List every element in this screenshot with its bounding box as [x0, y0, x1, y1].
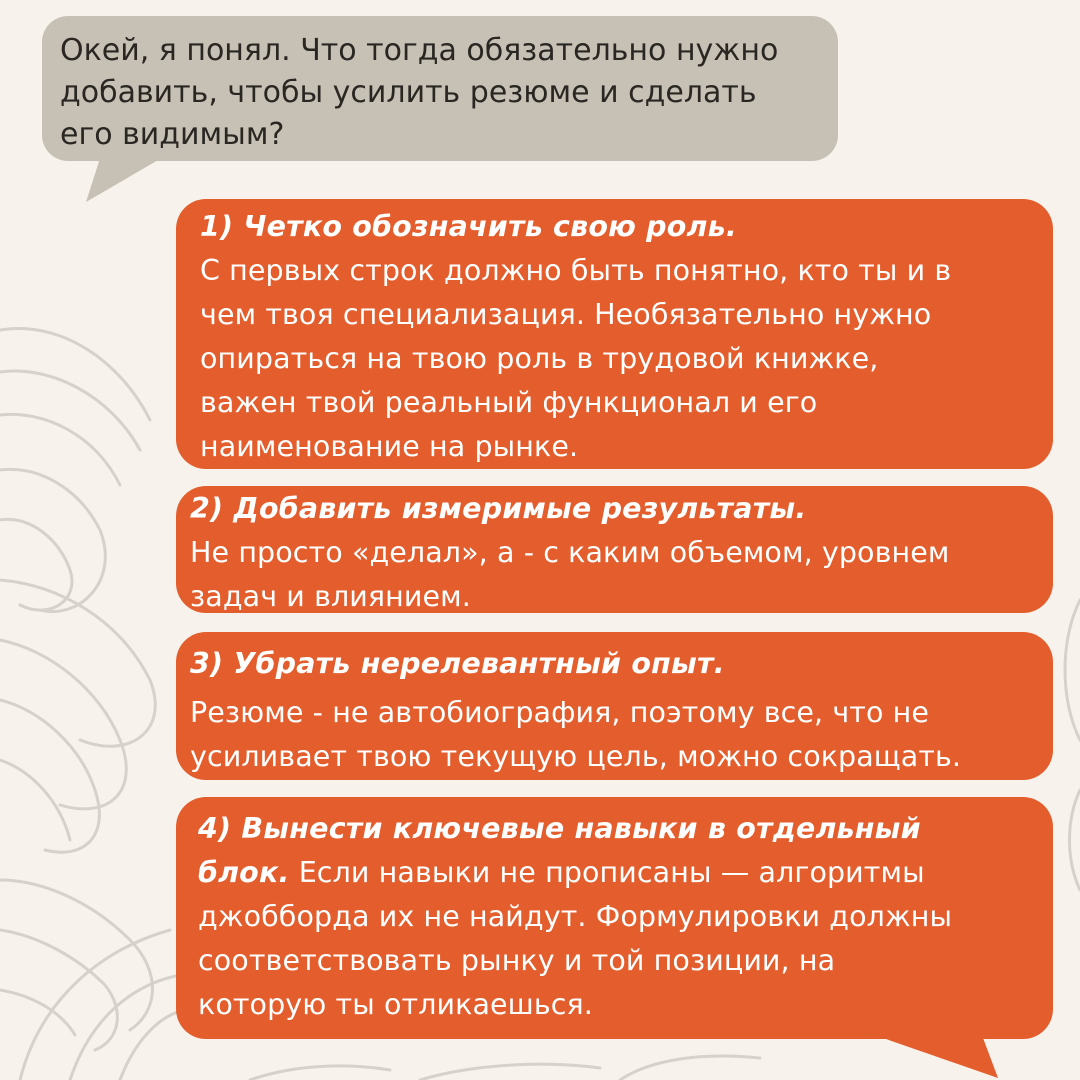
answer-body-line: чем твоя специализация. Необязательно нужно — [200, 298, 932, 331]
question-bubble — [42, 16, 838, 161]
question-line: его видимым? — [60, 117, 285, 152]
answer-heading: 1) Четко обозначить свою роль. — [200, 210, 737, 243]
answer-heading: 3) Убрать нерелевантный опыт. — [190, 647, 725, 680]
answer-body-line: задач и влиянием. — [190, 580, 471, 613]
answer-bubble-role — [176, 199, 1053, 469]
answer-mixed-line — [198, 851, 1043, 895]
answer-body-line: усиливает твою текущую цель, можно сокращать. — [190, 740, 962, 773]
answer-heading: 2) Добавить измеримые результаты. — [190, 492, 807, 525]
answer-bubble-tail — [860, 1030, 1000, 1080]
answer-body-line: наименование на рынке. — [200, 430, 579, 463]
question-bubble-tail — [86, 152, 176, 204]
answer-body-line: Резюме - не автобиография, поэтому все, что не — [190, 696, 930, 729]
answer-body-line: Не просто «делал», а - с каким объемом, уровнем — [190, 536, 950, 569]
answer-body-line: важен твой реальный функционал и его — [200, 386, 818, 419]
answer-bubble-skills — [176, 797, 1053, 1039]
answer-body-line: джобборда их не найдут. Формулировки должны — [198, 900, 953, 933]
answer-heading: 4) Вынести ключевые навыки в отдельный — [198, 812, 921, 845]
question-line: добавить, чтобы усилить резюме и сделать — [60, 75, 757, 110]
answer-body-line: опираться на твою роль в трудовой книжке, — [200, 342, 879, 375]
answer-body-text: Если навыки не прописаны — алгоритмы — [289, 856, 925, 889]
answer-bubble-experience — [176, 632, 1053, 780]
answer-body-line: соответствовать рынку и той позиции, на — [198, 944, 836, 977]
answer-heading: блок. — [198, 856, 290, 889]
answer-body-line: С первых строк должно быть понятно, кто ты и в — [200, 254, 952, 287]
answer-bubble-results — [176, 486, 1053, 613]
question-line: Окей, я понял. Что тогда обязательно нужно — [60, 33, 779, 68]
answer-body-line: которую ты отликаешься. — [198, 988, 593, 1021]
